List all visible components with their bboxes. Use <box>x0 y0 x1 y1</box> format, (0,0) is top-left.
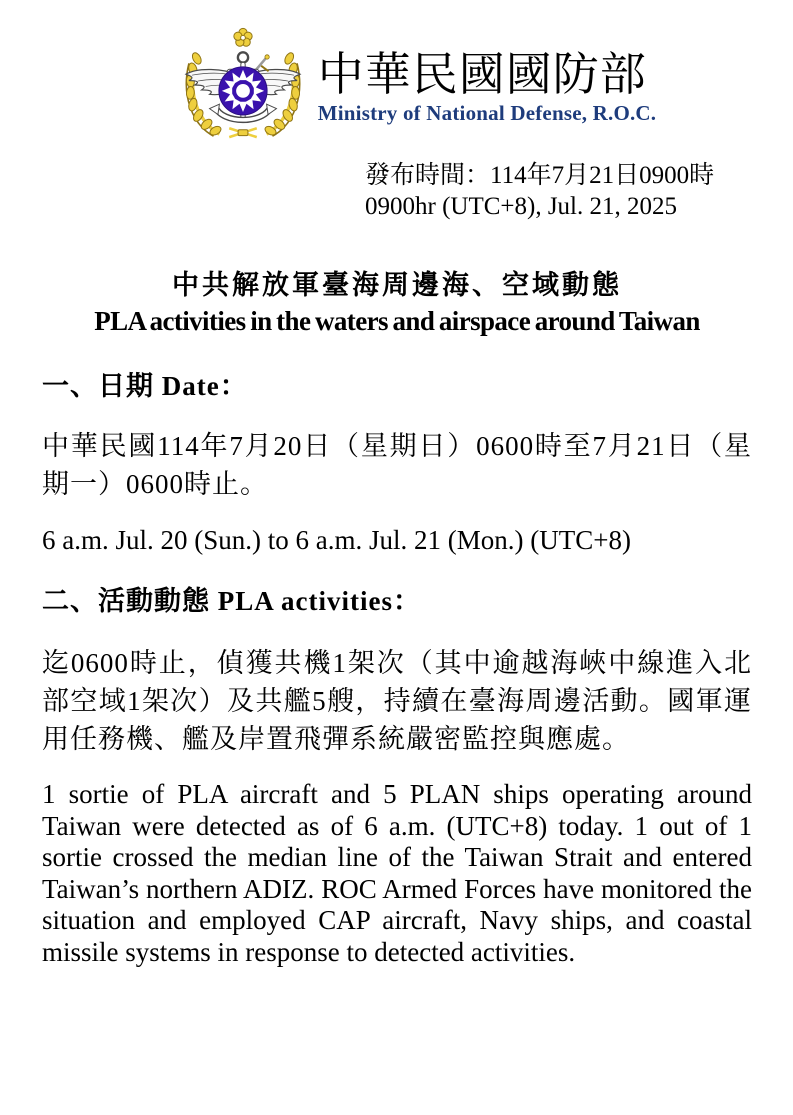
org-title-block <box>318 50 657 126</box>
mnd-emblem-logo <box>180 26 306 144</box>
section-activities-paragraph-zh: 迄0600時止，偵獲共機1架次（其中逾越海峽中線進入北部空域1架次）及共艦5艘，持續在臺海周邊活動。國軍運用任務機、艦及岸置飛彈系統嚴密監控與應處。 <box>42 648 752 754</box>
release-time-en: 0900hr (UTC+8), Jul. 21, 2025 <box>365 193 677 220</box>
document-title-zh: 中共解放軍臺海周邊海、空域動態 <box>172 270 622 300</box>
section-date <box>42 369 752 556</box>
header <box>63 0 773 146</box>
section-activities-paragraph-en: 1 sortie of PLA aircraft and 5 PLAN ships operating around Taiwan were detected as of 6 a.m. (UTC+8) today. 1 out of 1 sortie crossed the median line of the Taiwan Strait and entered Taiwan’s northern ADIZ. ROC Armed Forces have monitored the situation and employed CAP aircraft, Navy ships, and coastal missile systems in response to detected activities. <box>42 779 752 967</box>
section-activities-heading: 二、活動動態 PLA activities： <box>42 586 421 616</box>
release-time-block <box>365 160 752 222</box>
document-title <box>42 268 752 337</box>
mnd-emblem-icon <box>180 26 306 144</box>
release-time-zh: 發布時間：114年7月21日0900時 <box>365 162 715 189</box>
org-name-en: Ministry of National Defense, R.O.C. <box>317 100 657 125</box>
document-title-en: PLA activities in the waters and airspace around Taiwan <box>94 306 700 336</box>
section-date-paragraph-en: 6 a.m. Jul. 20 (Sun.) to 6 a.m. Jul. 21 (Mon.) (UTC+8) <box>42 525 631 555</box>
section-date-paragraph-zh: 中華民國114年7月20日（星期日）0600時至7月21日（星期一）0600時止。 <box>42 431 752 499</box>
section-activities <box>42 584 752 968</box>
section-date-heading: 一、日期 Date： <box>42 371 248 401</box>
org-name-zh: 中華民國國防部 <box>317 49 647 100</box>
